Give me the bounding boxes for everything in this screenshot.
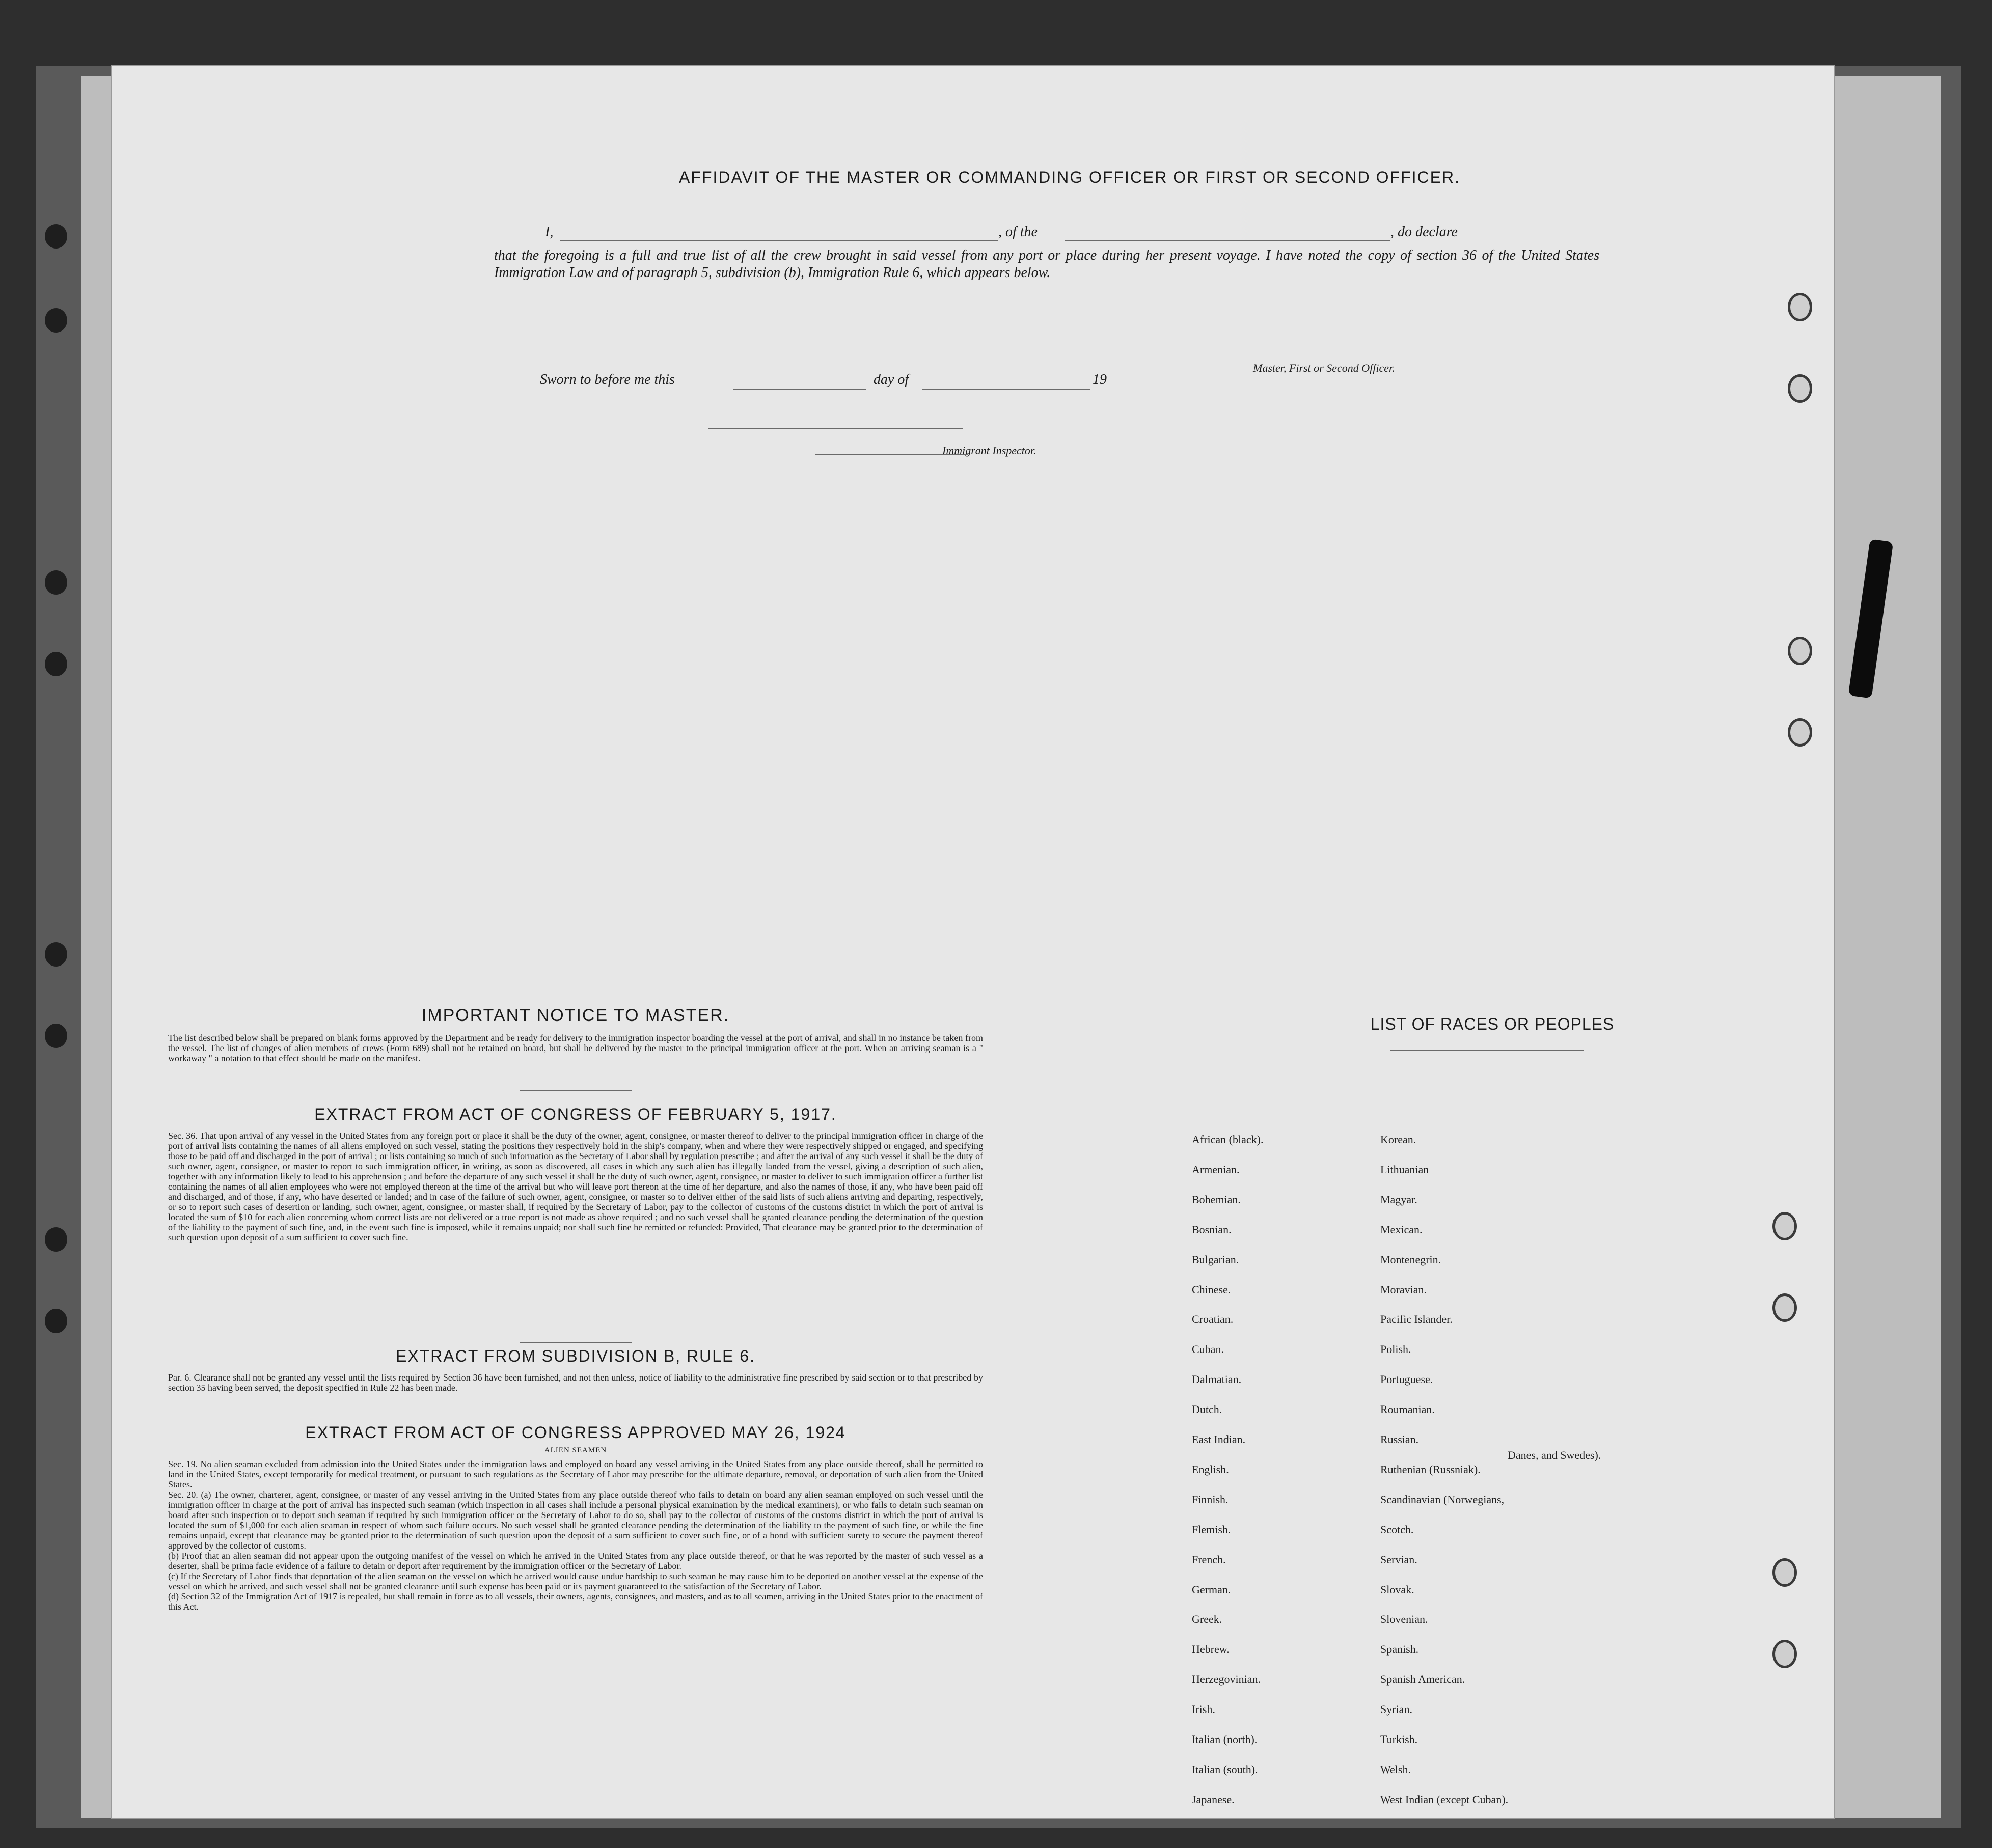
- punch-hole-right: [1772, 1640, 1797, 1668]
- race-item: Chinese.: [1192, 1283, 1231, 1296]
- race-scandinavian-continued: Danes, and Swedes).: [1508, 1449, 1601, 1461]
- extract-1924-subtitle: ALIEN SEAMEN: [544, 1446, 607, 1454]
- race-item: French.: [1192, 1553, 1226, 1566]
- race-item: Scotch.: [1380, 1523, 1414, 1536]
- race-item: Italian (north).: [1192, 1733, 1258, 1746]
- sec-20a-paragraph: Sec. 20. (a) The owner, charterer, agent, consignee, or master of any vessel arriving in the United States from any place outside thereof who fails to detain on board any alien seaman employed on such vessel until the immigration officer in charge at the port of arrival has inspected such seaman (which inspection in all cases shall include a personal physical examination by the medical examiners), or who fails to detain such seaman on board after such inspection or to deport such seaman if required by such immigration officer or the Secretary of Labor to do so, shall pay to the collector of customs of the customs district in which the port of arrival is located the sum of $1,000 for each alien seaman in respect of whom such failure occurs. No such vessel shall be granted clearance pending the determination of the liability to the payment of such fine, or while the fine remains unpaid, except that clearance may be granted prior to the determination of such question upon the deposit of a sum sufficient to cover such fine, or of a bond with sufficient surety to secure the payment thereof approved by the collector of customs.: [168, 1490, 983, 1551]
- race-item: Korean.: [1380, 1133, 1416, 1146]
- declarant-line: [545, 224, 1594, 244]
- race-item: Moravian.: [1380, 1283, 1427, 1296]
- inspector-signature-blank: [708, 428, 963, 429]
- manifest-page: [112, 66, 1834, 1818]
- punch-hole: [45, 570, 67, 595]
- race-item: Polish.: [1380, 1343, 1411, 1356]
- label-do-declare: , do declare: [1390, 224, 1458, 240]
- punch-hole-right: [1772, 1293, 1797, 1322]
- extract-1924-title: EXTRACT FROM ACT OF CONGRESS APPROVED MAY 26, 1924: [305, 1423, 846, 1442]
- punch-hole: [45, 652, 67, 676]
- vessel-blank: [1065, 240, 1390, 241]
- race-item: Cuban.: [1192, 1343, 1224, 1356]
- extract-1924-text: [168, 1459, 983, 1612]
- race-item: Lithuanian: [1380, 1163, 1429, 1176]
- sec-20b-paragraph: (b) Proof that an alien seaman did not appear upon the outgoing manifest of the vessel on which he arrived in the United States from any place outside thereof, or that he was reported by the master of such vessel as a deserter, shall be prima facie evidence of a failure to detain or deport after requirement by the immigration officer or the Secretary of Labor.: [168, 1551, 983, 1571]
- race-item: Montenegrin.: [1380, 1253, 1441, 1266]
- punch-hole-right: [1772, 1212, 1797, 1240]
- punch-hole-right: [1788, 374, 1812, 403]
- label-year: 19: [1093, 372, 1107, 388]
- race-item: Russian.: [1380, 1433, 1419, 1446]
- label-of-the: , of the: [998, 224, 1038, 240]
- race-item: Hebrew.: [1192, 1643, 1230, 1656]
- race-item: Portuguese.: [1380, 1373, 1433, 1386]
- races-title-underline: [1390, 1050, 1584, 1051]
- race-item: Slovenian.: [1380, 1613, 1428, 1626]
- punch-hole-right: [1772, 1558, 1797, 1587]
- race-item: Roumanian.: [1380, 1403, 1435, 1416]
- notice-title: IMPORTANT NOTICE TO MASTER.: [421, 1006, 730, 1025]
- race-item: African (black).: [1192, 1133, 1264, 1146]
- extract-1917-text: Sec. 36. That upon arrival of any vessel in the United States from any foreign port or place it shall be the duty of the owner, agent, consignee, or master thereof to deliver to the principal immigration officer in charge of the port of arrival lists containing the names of all aliens employed on such vessel, stating the positions they respectively hold in the ship's company, when and where they were respectively shipped or engaged, and specifying those to be paid off and discharged in the port of arrival ; or lists containing so much of such information as the Secretary of Labor shall by regulation prescribe ; and after the arrival of any such vessel it shall be the duty of such owner, agent, consignee, or master to report to such immigration officer, in writing, as soon as discovered, all cases in which any such alien has illegally landed from the vessel, giving a description of such alien, together with any information likely to lead to his apprehension ; and before the departure of any such vessel it shall be the duty of such owner, agent, consignee, or master to deliver to such immigration officer a further list containing the names of all alien employees who were not employed thereon at the time of the arrival but who will leave port thereon at the time of her departure, and also the names of those, if any, who have been paid off and discharged, and of those, if any, who have deserted or landed; and in case of the failure of such owner, agent, consignee, or master so to deliver either of the said lists of such aliens arriving and departing, respectively, or so to report such cases of desertion or landing, such owner, agent, consignee, or master shall, if required by the Secretary of Labor, pay to the collector of customs of the customs district in which the port of arrival is located the sum of $10 for each alien concerning whom correct lists are not delivered or a true report is not made as above required ; and no such vessel shall be granted clearance pending the determination of the question of the liability to the payment of such fine, and, in the event such fine is imposed, while it remains unpaid; nor shall such fine be remitted or refunded: Provided, That clearance may be granted prior to the determination of such question upon deposit of a sum sufficient to cover such fine.: [168, 1130, 983, 1243]
- punch-hole-right: [1788, 293, 1812, 321]
- race-item: West Indian (except Cuban).: [1380, 1792, 1509, 1806]
- label-day-of: day of: [874, 372, 909, 388]
- punch-hole: [45, 224, 67, 249]
- race-item: Welsh.: [1380, 1762, 1411, 1776]
- race-item: East Indian.: [1192, 1433, 1246, 1446]
- punch-hole: [45, 1309, 67, 1333]
- punch-hole-right: [1788, 637, 1812, 665]
- race-item: English.: [1192, 1463, 1229, 1476]
- extract-1917-title: EXTRACT FROM ACT OF CONGRESS OF FEBRUARY 5, 1917.: [314, 1105, 837, 1123]
- race-item: Dalmatian.: [1192, 1373, 1242, 1386]
- race-item: Syrian.: [1380, 1703, 1412, 1716]
- inspector-label: Immigrant Inspector.: [942, 444, 1036, 457]
- punch-hole: [45, 1227, 67, 1252]
- race-item: Herzegovinian.: [1192, 1673, 1261, 1686]
- race-item: Bosnian.: [1192, 1223, 1232, 1236]
- affidavit-statement: that the foregoing is a full and true list of all the crew brought in said vessel from any port or place during her present voyage. I have noted the copy of section 36 of the United States Immigration Law and of paragraph 5, subdivision (b), Immigration Rule 6, which appears below.: [494, 247, 1599, 281]
- race-item: Croatian.: [1192, 1313, 1234, 1326]
- race-item: Pacific Islander.: [1380, 1313, 1453, 1326]
- race-item: Magyar.: [1380, 1193, 1417, 1206]
- name-blank: [560, 240, 998, 241]
- punch-hole-right: [1788, 718, 1812, 747]
- race-item: Greek.: [1192, 1613, 1222, 1626]
- race-item: Dutch.: [1192, 1403, 1222, 1416]
- section-divider: [520, 1342, 632, 1343]
- sec-20d-paragraph: (d) Section 32 of the Immigration Act of 1917 is repealed, but shall remain in force as to all vessels, their owners, agents, consignees, and masters, and as to all seamen, arriving in the United States prior to the enactment of this Act.: [168, 1591, 983, 1612]
- label-i: I,: [545, 224, 554, 240]
- race-item: Finnish.: [1192, 1493, 1229, 1506]
- race-item: Bulgarian.: [1192, 1253, 1239, 1266]
- race-item: Turkish.: [1380, 1733, 1418, 1746]
- race-item: German.: [1192, 1583, 1231, 1596]
- race-item: Spanish American.: [1380, 1673, 1465, 1686]
- race-item: Servian.: [1380, 1553, 1417, 1566]
- sworn-line: [540, 372, 1151, 392]
- race-item: Italian (south).: [1192, 1762, 1258, 1776]
- punch-hole: [45, 1024, 67, 1048]
- race-item: Armenian.: [1192, 1163, 1240, 1176]
- race-item: Spanish.: [1380, 1643, 1419, 1656]
- punch-hole: [45, 308, 67, 333]
- race-item: Flemish.: [1192, 1523, 1231, 1536]
- extract-rule6-title: EXTRACT FROM SUBDIVISION B, RULE 6.: [396, 1347, 755, 1365]
- master-signature-label: Master, First or Second Officer.: [1253, 362, 1395, 374]
- sec-19-paragraph: Sec. 19. No alien seaman excluded from admission into the United States under the immigration laws and employed on board any vessel arriving in the United States from any place outside thereof, shall be permitted to land in the United States, except temporarily for medical treatment, or pursuant to such regulations as the Secretary of Labor may prescribe for the ultimate departure, removal, or deportation of such alien from the United States.: [168, 1459, 983, 1490]
- punch-hole: [45, 942, 67, 967]
- races-title: LIST OF RACES OR PEOPLES: [1370, 1015, 1615, 1033]
- section-divider: [520, 1090, 632, 1091]
- month-blank: [922, 389, 1090, 390]
- race-item: Slovak.: [1380, 1583, 1414, 1596]
- race-item: Japanese.: [1192, 1792, 1235, 1806]
- day-blank: [733, 389, 866, 390]
- race-item: Irish.: [1192, 1703, 1215, 1716]
- label-sworn: Sworn to before me this: [540, 372, 675, 388]
- race-item: Ruthenian (Russniak).: [1380, 1463, 1481, 1476]
- race-item: Bohemian.: [1192, 1193, 1241, 1206]
- race-item: Scandinavian (Norwegians,: [1380, 1493, 1505, 1506]
- notice-text: The list described below shall be prepared on blank forms approved by the Department and be ready for delivery to the immigration inspector boarding the vessel at the port of arrival, and shall in no instance be taken from the vessel. The list of changes of alien members of crews (Form 689) shall not be retained on board, but shall be delivered by the master to the principal immigration officer at the port. When an arriving seaman is a " workaway " a notation to that effect should be made on the manifest.: [168, 1033, 983, 1063]
- affidavit-title: AFFIDAVIT OF THE MASTER OR COMMANDING OFFICER OR FIRST OR SECOND OFFICER.: [679, 168, 1460, 186]
- extract-rule6-text: Par. 6. Clearance shall not be granted any vessel until the lists required by Section 36 have been furnished, and not then unless, notice of liability to the administrative fine prescribed by said section or to that prescribed by section 35 having been served, the deposit specified in Rule 22 has been made.: [168, 1372, 983, 1393]
- race-item: Mexican.: [1380, 1223, 1423, 1236]
- sec-20c-paragraph: (c) If the Secretary of Labor finds that deportation of the alien seaman on the vessel on which he arrived would cause undue hardship to such seaman he may cause him to be deported on another vessel at the expense of the vessel on which he arrived, and such vessel shall not be granted clearance until such expense has been paid or its payment guaranteed to the satisfaction of the Secretary of Labor.: [168, 1571, 983, 1591]
